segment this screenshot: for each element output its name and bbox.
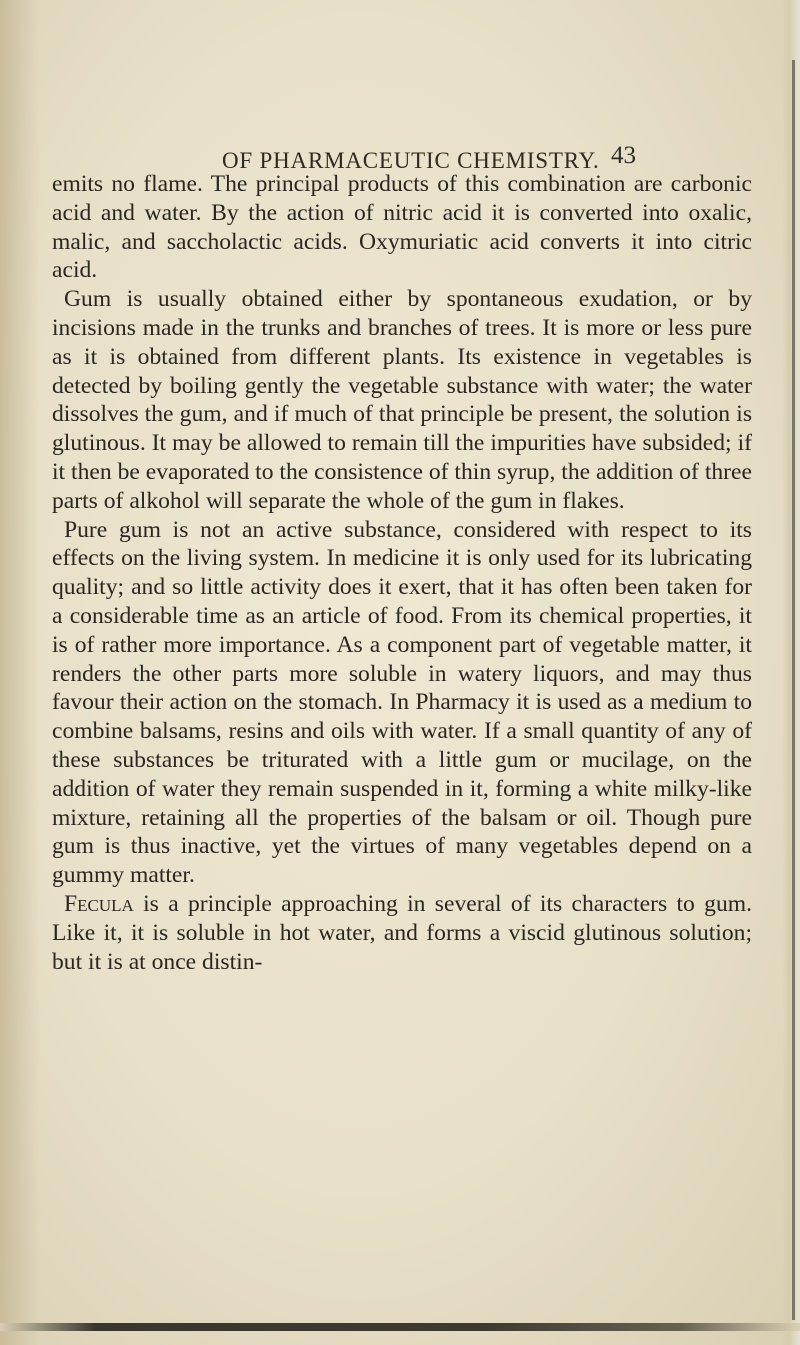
paragraph-gum-properties: Pure gum is not an active substance, considered with respect to its effects on the living system. In medicine it is only used for its lubricating quality; and so little activity does it exert, that it has often been taken for a considerable time as an article of food. From its chemical properties, it is of rather more importance. As a component part of vegetable matter, it renders the other parts more soluble in watery liquors, and may thus favour their action on the stomach. In Pharmacy it is used as a medium to combine balsams, resins and oils with water. If a small quantity of any of these substances be triturated with a little gum or mucilage, on the addition of water they remain suspended in it, forming a white milky-like mixture, retaining all the properties of the balsam or oil. Though pure gum is thus inactive, yet the virtues of many vegetables depend on a gummy matter. xyxy=(52,516,752,889)
fecula-text: is a principle approaching in several of its characters to gum. Like it, it is soluble in hot water, and forms a viscid glutinous solution; but it is at once distin- xyxy=(52,890,752,975)
paragraph-combustion: emits no flame. The principal products of this combination are carbonic acid and water. By the action of nitric acid it is converted into oxalic, malic, and saccholactic acids. Oxymuriatic acid converts it into citric acid. xyxy=(52,171,752,284)
paragraph-gum-sources: Gum is usually obtained either by spontaneous exudation, or by incisions made in the trunks and branches of trees. It is more or less pure as it is obtained from different plants. Its existence in vegetables is detected by boiling gently the vegetable substance with water; the water dissolves the gum, and if much of that principle be present, the solution is glutinous. It may be allowed to remain till the impurities have subsided; if it then be evaporated to the consistence of thin syrup, the addition of three parts of alkohol will separate the whole of the gum in flakes. xyxy=(52,286,752,514)
fecula-lead-word: Fecula xyxy=(64,890,134,917)
page-number: 43 xyxy=(611,142,636,169)
paragraph-fecula xyxy=(52,890,752,976)
binding-edge-mark xyxy=(788,60,795,1320)
body-text xyxy=(52,170,752,976)
running-title: OF PHARMACEUTIC CHEMISTRY. xyxy=(222,148,600,173)
bottom-page-edge xyxy=(0,1323,800,1331)
page-left-shadow xyxy=(0,0,40,1345)
